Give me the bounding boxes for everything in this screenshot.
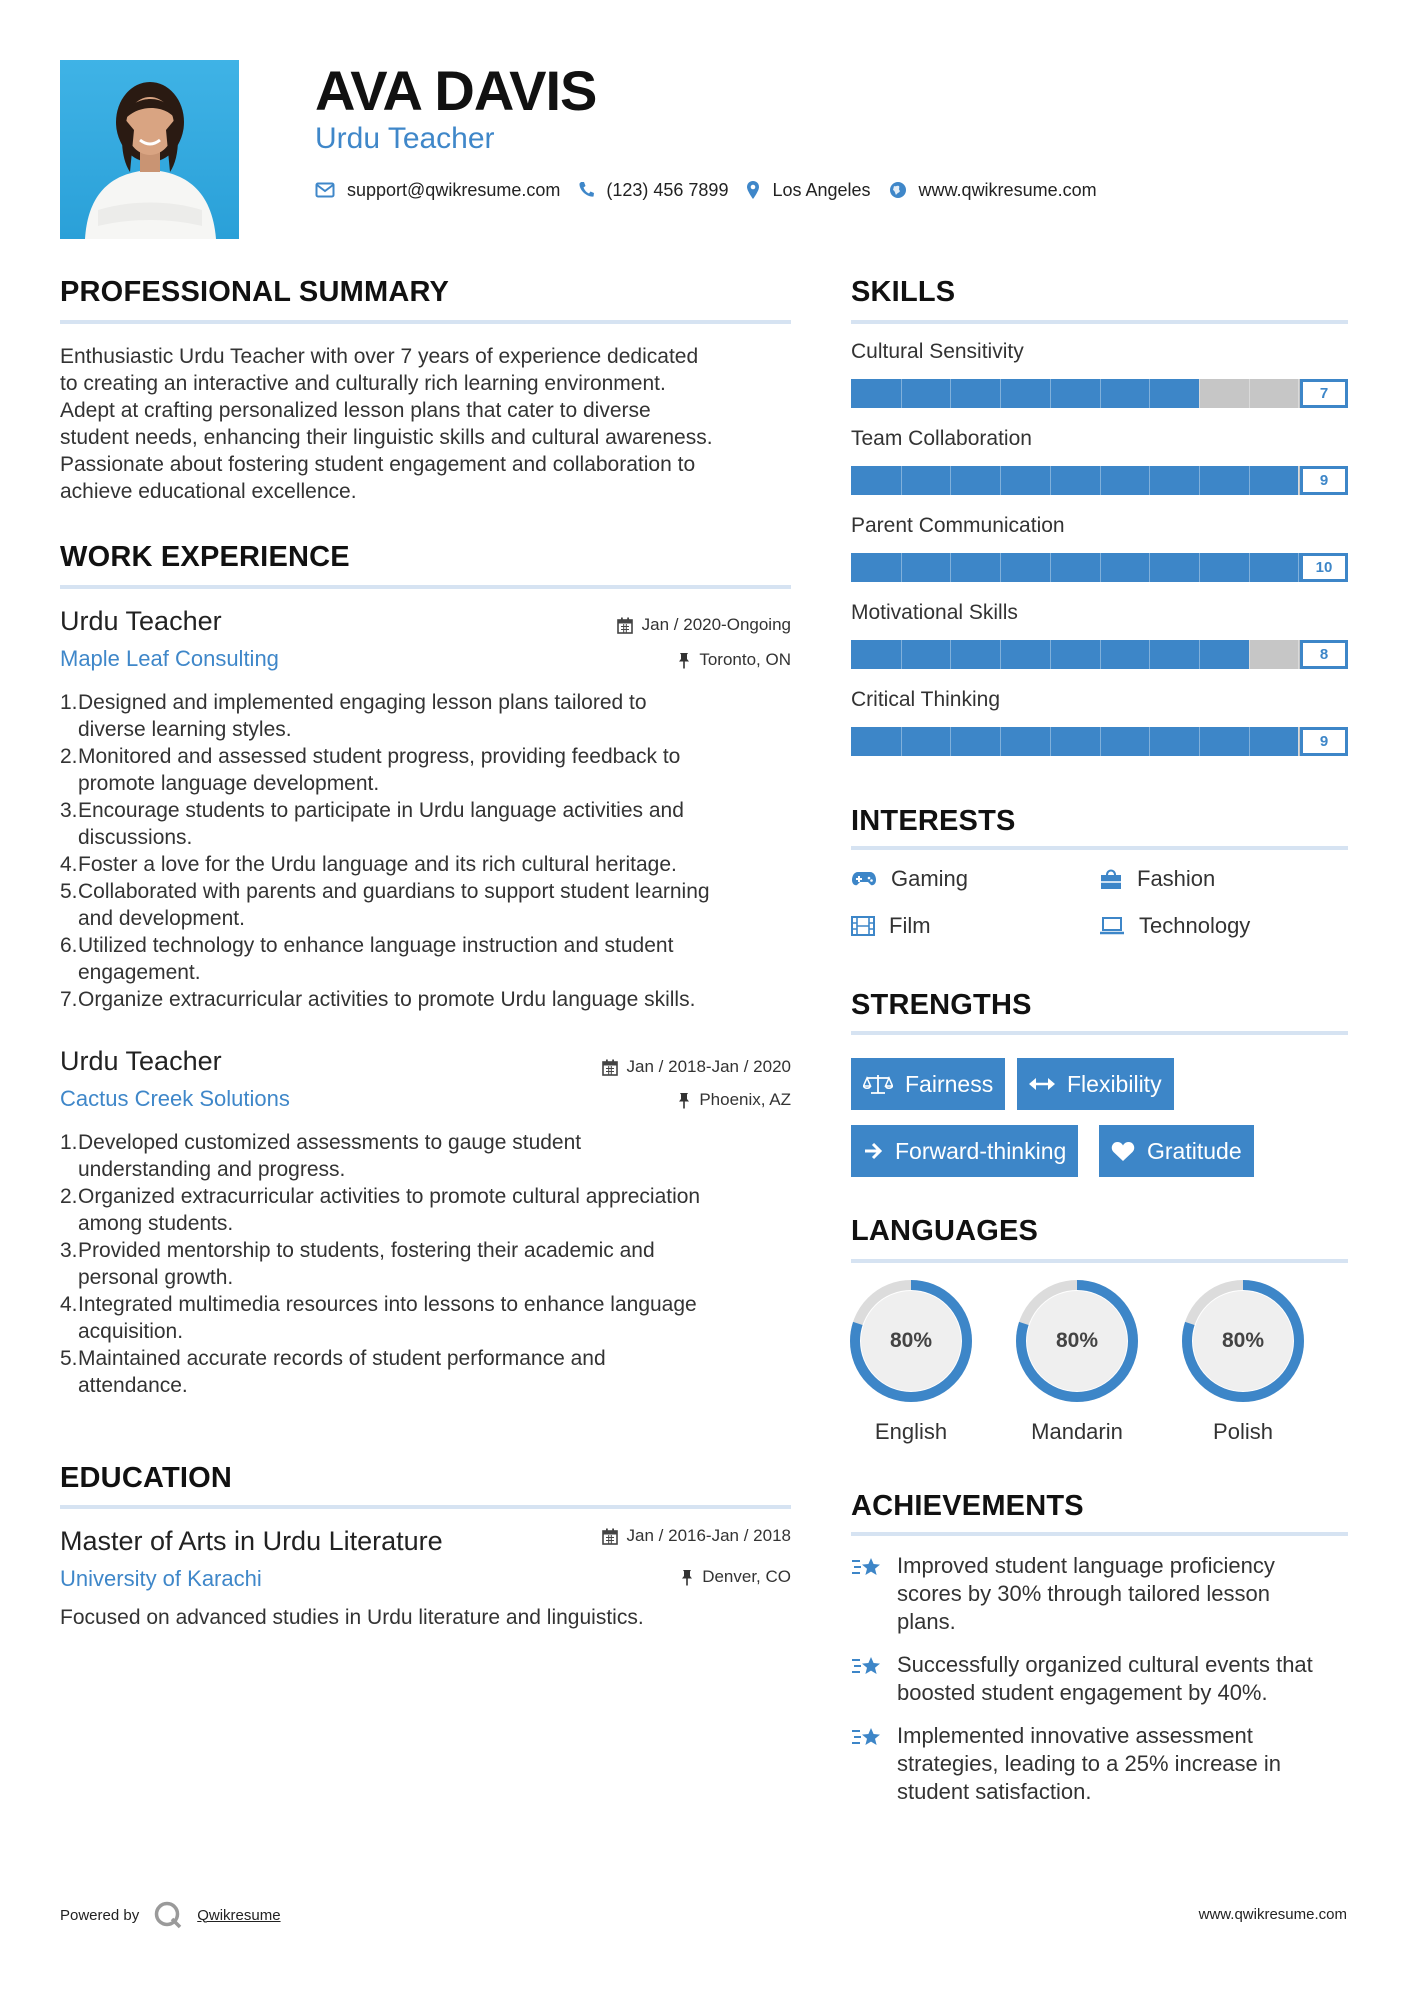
achievements-heading: ACHIEVEMENTS bbox=[851, 1490, 1084, 1522]
school-name: University of Karachi bbox=[60, 1566, 262, 1591]
summary-text bbox=[60, 343, 800, 505]
skill-bar bbox=[851, 727, 1348, 756]
list-item: 2. Monitored and assessed student progress, providing feedback to promote language development. bbox=[60, 745, 681, 795]
strength-tag bbox=[851, 1058, 1005, 1110]
skill-score: 7 bbox=[1300, 379, 1348, 408]
skill-bar-segment bbox=[1000, 379, 1001, 408]
language-mandarin bbox=[1015, 1279, 1139, 1445]
language-percent: 80% bbox=[1221, 1329, 1265, 1352]
skill-bar-segment bbox=[1199, 379, 1200, 408]
skill-bar-segment bbox=[950, 553, 951, 582]
experience-heading: WORK EXPERIENCE bbox=[60, 541, 350, 573]
language-name: Polish bbox=[1213, 1419, 1273, 1444]
contact-email-text: support@qwikresume.com bbox=[347, 179, 561, 200]
strengths-heading: STRENGTHS bbox=[851, 989, 1032, 1021]
skill-bar-segment bbox=[1100, 466, 1101, 495]
laptop-icon bbox=[1099, 917, 1125, 935]
skill-bar-segment bbox=[1100, 727, 1101, 756]
profile-photo bbox=[60, 60, 239, 239]
strength-tag bbox=[1099, 1125, 1254, 1177]
skill-bar-segment bbox=[950, 640, 951, 669]
skill-bar-segment bbox=[1199, 727, 1200, 756]
skill-bar-segment bbox=[901, 379, 902, 408]
skill-bar-segment bbox=[1249, 466, 1250, 495]
list-item: 1. Designed and implemented engaging lesson plans tailored to diverse learning styles. bbox=[60, 691, 647, 741]
skill-row bbox=[851, 340, 1348, 427]
skill-name: Cultural Sensitivity bbox=[851, 340, 1024, 363]
summary-line: achieve educational excellence. bbox=[60, 480, 357, 503]
job-title: Urdu Teacher bbox=[60, 1046, 222, 1076]
strength-tag bbox=[1017, 1058, 1174, 1110]
strengths-divider bbox=[851, 1031, 1348, 1035]
skill-bar-segment bbox=[1000, 553, 1001, 582]
interests-divider bbox=[851, 846, 1348, 850]
summary-line: Enthusiastic Urdu Teacher with over 7 years of experience dedicated bbox=[60, 345, 699, 368]
job-bullets bbox=[60, 689, 823, 1013]
skill-bar-segment bbox=[901, 466, 902, 495]
summary-line: Passionate about fostering student engagement and collaboration to bbox=[60, 453, 696, 476]
skill-bar-segment bbox=[1149, 379, 1150, 408]
skill-bar-segment bbox=[1149, 466, 1150, 495]
skill-bar bbox=[851, 466, 1348, 495]
summary-line: to creating an interactive and culturally rich learning environment. bbox=[60, 372, 666, 395]
candidate-name: AVA DAVIS bbox=[315, 59, 597, 122]
language-percent: 80% bbox=[889, 1329, 933, 1352]
contact-website[interactable] bbox=[889, 180, 1097, 201]
skill-score: 10 bbox=[1300, 553, 1348, 582]
skill-bar-segment bbox=[1199, 553, 1200, 582]
interest-label: Film bbox=[889, 913, 931, 938]
list-item: 5. Maintained accurate records of student performance and attendance. bbox=[60, 1347, 606, 1397]
summary-divider bbox=[60, 320, 791, 324]
contact-phone[interactable] bbox=[578, 180, 728, 201]
list-item: 3. Encourage students to participate in Urdu language activities and discussions. bbox=[60, 799, 684, 849]
education-description: Focused on advanced studies in Urdu literature and linguistics. bbox=[60, 1606, 644, 1629]
interest-label: Gaming bbox=[891, 866, 969, 891]
skill-row bbox=[851, 427, 1348, 514]
skill-score: 9 bbox=[1300, 466, 1348, 495]
job-bullets bbox=[60, 1129, 823, 1399]
education-location-text: Denver, CO bbox=[702, 1567, 791, 1586]
job-location-text: Toronto, ON bbox=[699, 650, 791, 669]
summary-heading: PROFESSIONAL SUMMARY bbox=[60, 276, 450, 308]
skill-bar bbox=[851, 640, 1348, 669]
interest-label: Fashion bbox=[1137, 866, 1216, 891]
contact-email[interactable] bbox=[315, 180, 560, 201]
arrows-horizontal-icon bbox=[1029, 1077, 1055, 1091]
list-item: 1. Developed customized assessments to gauge student understanding and progress. bbox=[60, 1131, 582, 1181]
footer-website[interactable]: www.qwikresume.com bbox=[1198, 1906, 1347, 1923]
skill-name: Team Collaboration bbox=[851, 427, 1032, 450]
education-dates bbox=[480, 1526, 791, 1546]
languages-heading: LANGUAGES bbox=[851, 1215, 1039, 1247]
summary-line: student needs, enhancing their linguistic skills and cultural awareness. bbox=[60, 426, 713, 449]
powered-by-label: Powered by bbox=[60, 1906, 140, 1924]
skill-bar-segment bbox=[1199, 640, 1200, 669]
achievements-divider bbox=[851, 1532, 1348, 1536]
skill-bar-segment bbox=[1249, 553, 1250, 582]
job-dates-text: Jan / 2018-Jan / 2020 bbox=[626, 1057, 791, 1076]
job-dates-text: Jan / 2020-Ongoing bbox=[641, 615, 791, 634]
gamepad-icon bbox=[851, 871, 877, 887]
skill-score: 8 bbox=[1300, 640, 1348, 669]
shooting-star-icon bbox=[851, 1554, 883, 1582]
skill-bar-segment bbox=[1149, 640, 1150, 669]
skill-bar-segment bbox=[1249, 727, 1250, 756]
skill-bar-segment bbox=[1050, 727, 1051, 756]
job-location bbox=[480, 1090, 791, 1110]
skill-bar-fill bbox=[851, 466, 1298, 495]
calendar-icon bbox=[617, 617, 633, 634]
experience-divider bbox=[60, 585, 791, 589]
phone-icon bbox=[578, 181, 594, 199]
achievement-item bbox=[851, 1651, 1348, 1707]
job-dates bbox=[480, 1057, 791, 1077]
contact-location-text: Los Angeles bbox=[772, 179, 871, 200]
skill-bar-segment bbox=[1050, 553, 1051, 582]
candidate-title: Urdu Teacher bbox=[315, 122, 495, 155]
interest-film bbox=[851, 913, 931, 939]
job-location-text: Phoenix, AZ bbox=[699, 1090, 791, 1109]
strength-tag bbox=[851, 1125, 1078, 1177]
job-company: Maple Leaf Consulting bbox=[60, 646, 279, 671]
skill-bar-segment bbox=[1149, 553, 1150, 582]
pushpin-icon bbox=[678, 1092, 690, 1109]
skill-bar-segment bbox=[901, 640, 902, 669]
qwikresume-link[interactable]: Qwikresume bbox=[197, 1906, 281, 1924]
balance-scale-icon bbox=[863, 1073, 893, 1095]
footer-powered-by bbox=[60, 1900, 281, 1930]
calendar-icon bbox=[602, 1059, 618, 1076]
language-name: Mandarin bbox=[1031, 1419, 1123, 1444]
language-polish bbox=[1181, 1279, 1305, 1445]
calendar-icon bbox=[602, 1528, 618, 1545]
skills-heading: SKILLS bbox=[851, 276, 956, 308]
skill-bar-fill bbox=[851, 727, 1298, 756]
skill-bar-segment bbox=[950, 727, 951, 756]
interest-fashion bbox=[1099, 866, 1215, 892]
job-dates bbox=[480, 615, 791, 635]
languages-divider bbox=[851, 1259, 1348, 1263]
achievement-item bbox=[851, 1552, 1348, 1636]
education-dates-text: Jan / 2016-Jan / 2018 bbox=[626, 1526, 791, 1545]
skill-bar bbox=[851, 553, 1348, 582]
strength-label: Flexibility bbox=[1067, 1070, 1162, 1097]
interest-technology bbox=[1099, 913, 1250, 939]
skill-bar bbox=[851, 379, 1348, 408]
summary-line: Adept at crafting personalized lesson plans that cater to diverse bbox=[60, 399, 651, 422]
skill-bar-segment bbox=[1000, 640, 1001, 669]
list-item: 4. Integrated multimedia resources into lessons to enhance language acquisition. bbox=[60, 1293, 697, 1343]
skill-bar-segment bbox=[1249, 640, 1250, 669]
education-location bbox=[480, 1567, 791, 1587]
pushpin-icon bbox=[681, 1569, 693, 1586]
list-item: 2. Organized extracurricular activities to promote cultural appreciation among students. bbox=[60, 1185, 701, 1235]
skill-bar-segment bbox=[1100, 553, 1101, 582]
contact-bar bbox=[315, 176, 1115, 204]
job-company: Cactus Creek Solutions bbox=[60, 1086, 290, 1111]
skill-row bbox=[851, 601, 1348, 688]
job-location bbox=[480, 650, 791, 670]
skill-name: Critical Thinking bbox=[851, 688, 1000, 711]
skill-bar-segment bbox=[901, 727, 902, 756]
strength-label: Gratitude bbox=[1147, 1137, 1242, 1164]
language-english bbox=[849, 1279, 973, 1445]
skill-bar-segment bbox=[1050, 466, 1051, 495]
contact-website-text: www.qwikresume.com bbox=[918, 179, 1097, 200]
skill-bar-fill bbox=[851, 379, 1199, 408]
list-item: 3. Provided mentorship to students, fostering their academic and personal growth. bbox=[60, 1239, 655, 1289]
interests-heading: INTERESTS bbox=[851, 805, 1016, 837]
shooting-star-icon bbox=[851, 1653, 883, 1681]
list-item: 7. Organize extracurricular activities to promote Urdu language skills. bbox=[60, 988, 696, 1011]
interest-gaming bbox=[851, 866, 968, 892]
degree-title: Master of Arts in Urdu Literature bbox=[60, 1526, 443, 1556]
skills-divider bbox=[851, 320, 1348, 324]
pushpin-icon bbox=[678, 652, 690, 669]
education-divider bbox=[60, 1505, 791, 1509]
skill-bar-segment bbox=[950, 379, 951, 408]
skill-bar-segment bbox=[1249, 379, 1250, 408]
achievement-text: Improved student language proficiency scores by 30% through tailored lesson plans. bbox=[897, 1553, 1275, 1634]
skill-bar-segment bbox=[1100, 640, 1101, 669]
skill-bar-segment bbox=[1050, 640, 1051, 669]
film-icon bbox=[851, 916, 875, 936]
language-name: English bbox=[874, 1419, 948, 1444]
envelope-icon bbox=[315, 182, 335, 198]
skill-score: 9 bbox=[1300, 727, 1348, 756]
skill-bar-segment bbox=[1000, 466, 1001, 495]
skill-bar-segment bbox=[950, 466, 951, 495]
skills-list bbox=[851, 340, 1348, 775]
skill-bar-segment bbox=[1100, 379, 1101, 408]
achievement-text: Implemented innovative assessment strategies, leading to a 25% increase in student satisfaction. bbox=[897, 1723, 1282, 1804]
list-item: 6. Utilized technology to enhance language instruction and student engagement. bbox=[60, 934, 674, 984]
globe-icon bbox=[889, 181, 907, 199]
job-title: Urdu Teacher bbox=[60, 606, 222, 636]
skill-bar-segment bbox=[1000, 727, 1001, 756]
heart-icon bbox=[1111, 1141, 1135, 1162]
education-heading: EDUCATION bbox=[60, 1462, 233, 1494]
contact-phone-text: (123) 456 7899 bbox=[606, 179, 729, 200]
skill-row bbox=[851, 514, 1348, 601]
map-pin-icon bbox=[746, 180, 760, 200]
list-item: 4. Foster a love for the Urdu language and its rich cultural heritage. bbox=[60, 853, 677, 876]
skill-bar-segment bbox=[901, 553, 902, 582]
strength-label: Fairness bbox=[905, 1070, 994, 1097]
skill-bar-segment bbox=[1199, 466, 1200, 495]
list-item: 5. Collaborated with parents and guardians to support student learning and development. bbox=[60, 880, 710, 930]
contact-location bbox=[746, 180, 870, 201]
language-percent: 80% bbox=[1055, 1329, 1099, 1352]
achievement-item bbox=[851, 1722, 1348, 1806]
skill-name: Parent Communication bbox=[851, 514, 1065, 537]
achievement-text: Successfully organized cultural events that boosted student engagement by 40%. bbox=[897, 1652, 1313, 1705]
qwikresume-logo-icon bbox=[153, 1900, 183, 1930]
shopping-bag-icon bbox=[1099, 868, 1123, 890]
arrow-right-icon bbox=[863, 1141, 883, 1161]
skill-bar-segment bbox=[1149, 727, 1150, 756]
skill-bar-segment bbox=[1050, 379, 1051, 408]
shooting-star-icon bbox=[851, 1724, 883, 1752]
interest-label: Technology bbox=[1139, 913, 1251, 938]
strength-label: Forward-thinking bbox=[895, 1137, 1067, 1164]
skill-name: Motivational Skills bbox=[851, 601, 1018, 624]
skill-row bbox=[851, 688, 1348, 775]
